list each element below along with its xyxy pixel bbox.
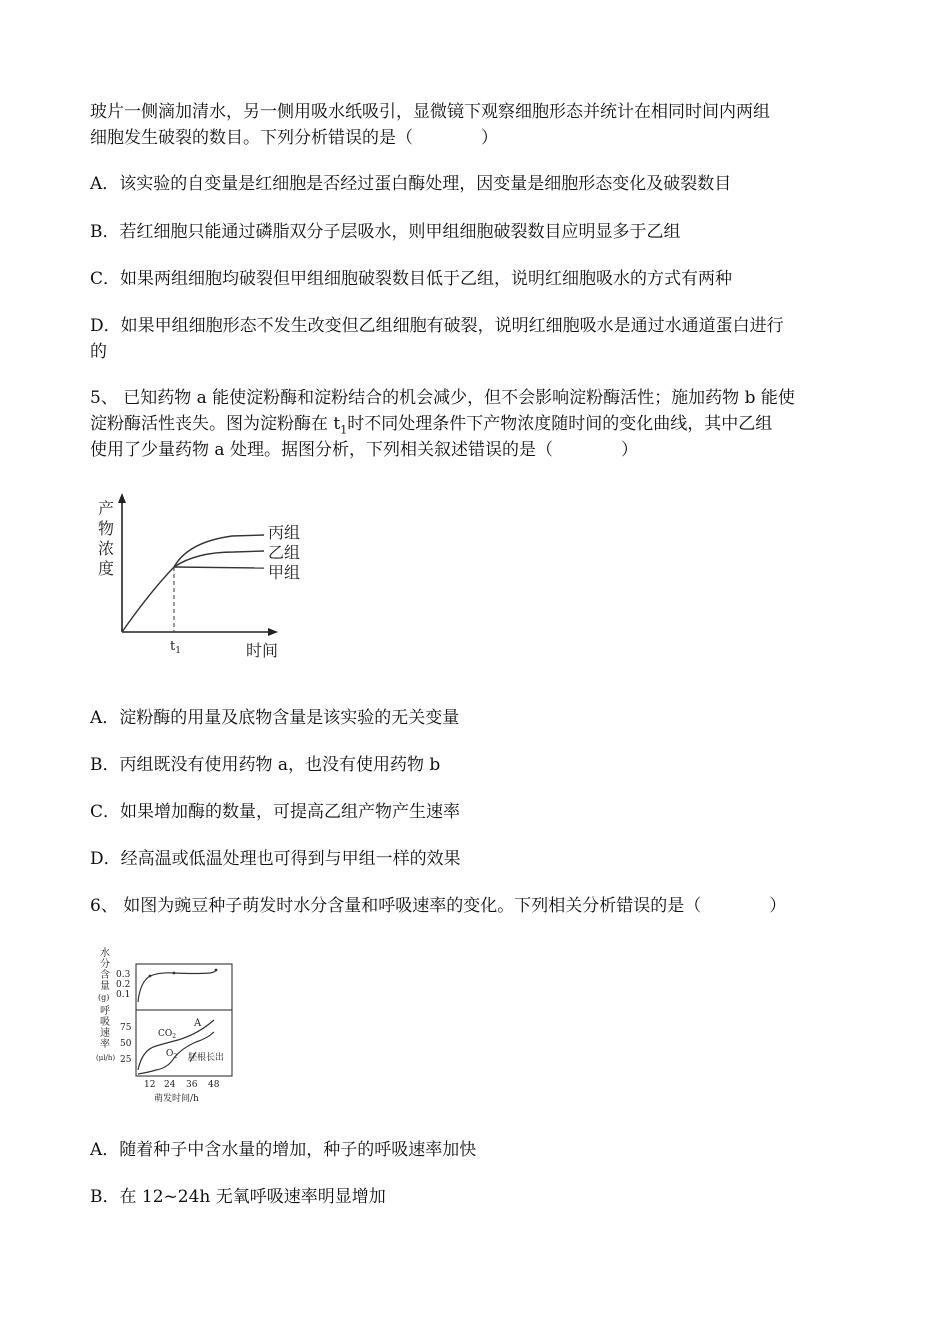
svg-text:0.3: 0.3: [116, 970, 131, 980]
curve-jia: [174, 567, 264, 568]
curve-label-jia: 甲组: [268, 563, 301, 582]
svg-text:36: 36: [186, 1080, 198, 1090]
svg-text:12: 12: [144, 1080, 156, 1090]
fig6-x-ticks: [144, 1080, 220, 1090]
svg-text:24: 24: [164, 1080, 176, 1090]
q4-option-c: C．如果两组细胞均破裂但甲组细胞破裂数目低于乙组，说明红细胞吸水的方式有两种: [90, 269, 733, 289]
curve-label-yi: 乙组: [268, 543, 301, 562]
svg-text:呼: 呼: [100, 1006, 110, 1017]
svg-text:50: 50: [120, 1039, 132, 1049]
svg-text:25: 25: [120, 1055, 132, 1065]
q5-stem-line2: 淀粉酶活性丧失。图为淀粉酶在 $t_1$时不同处理条件下产物浓度随时间的变化曲线，其中乙组: [90, 414, 773, 437]
svg-text:度: 度: [98, 559, 115, 578]
fig6-ylabel-water: [98, 946, 110, 1002]
q6-option-a: A．随着种子中含水量的增加，种子的呼吸速率加快: [90, 1140, 477, 1160]
q5-stem-line1: 5、 已知药物 a 能使淀粉酶和淀粉结合的机会减少，但不会影响淀粉酶活性；施加药物 b 能使: [90, 388, 795, 408]
fig6-ylabel-resp: [96, 1005, 115, 1062]
t1-label: $t_1$: [170, 639, 181, 656]
svg-text:吸: 吸: [100, 1017, 110, 1028]
q4-option-a: A．该实验的自变量是红细胞是否经过蛋白酶处理，因变量是细胞形态变化及破裂数目: [90, 174, 732, 194]
svg-text:75: 75: [120, 1023, 132, 1033]
q4-stem-line2: 细胞发生破裂的数目。下列分析错误的是（ ）: [90, 128, 498, 148]
q5-option-a: A．淀粉酶的用量及底物含量是该实验的无关变量: [90, 708, 460, 728]
q4-option-d-line1: D．如果甲组细胞形态不发生改变但乙组细胞有破裂，说明红细胞吸水是通过水通道蛋白进行: [90, 316, 784, 336]
co2-label: $CO_2$: [158, 1029, 177, 1040]
q6-option-b: B．在 12~24h 无氧呼吸速率明显增加: [90, 1187, 386, 1207]
fig5-ylabel: [98, 499, 114, 578]
fig6-resp-ticks: [120, 1023, 132, 1065]
svg-text:(g): (g): [98, 993, 110, 1002]
o2-label: $O_2$: [166, 1049, 178, 1060]
fig5-y-arrow: [118, 493, 126, 503]
q5-option-b: B．丙组既没有使用药物 a，也没有使用药物 b: [90, 755, 441, 775]
fig6-xlabel: 萌发时间/h: [154, 1094, 199, 1104]
fig6-water-ticks: [116, 970, 131, 1000]
svg-text:产: 产: [98, 499, 115, 518]
enzyme-product-figure: [88, 492, 320, 670]
q4-stem-line1: 玻片一侧滴加清水，另一侧用吸水纸吸引，显微镜下观察细胞形态并统计在相同时间内两组: [90, 102, 770, 122]
svg-text:0.1: 0.1: [116, 990, 131, 1000]
curve-label-bing: 丙组: [268, 523, 301, 542]
svg-text:水: 水: [100, 948, 110, 959]
q5-option-d: D．经高温或低温处理也可得到与甲组一样的效果: [90, 849, 461, 869]
q4-option-d-line2: 的: [90, 342, 107, 362]
curve-bing: [122, 535, 264, 632]
curve-yi: [174, 551, 264, 567]
svg-text:速: 速: [100, 1028, 110, 1039]
svg-text:浓: 浓: [98, 539, 115, 558]
q5-stem-line3: 使用了少量药物 a 处理。据图分析，下列相关叙述错误的是（ ）: [90, 440, 638, 460]
svg-text:量: 量: [100, 981, 110, 992]
q4-option-b: B．若红细胞只能通过磷脂双分子层吸水，则甲组细胞破裂数目应明显多于乙组: [90, 222, 681, 242]
svg-text:0.2: 0.2: [116, 980, 131, 990]
fig5-xlabel: 时间: [246, 641, 279, 660]
svg-text:分: 分: [100, 959, 110, 970]
q5-option-c: C．如果增加酶的数量，可提高乙组产物产生速率: [90, 802, 461, 822]
radicle-label: 胚根长出: [188, 1053, 225, 1063]
svg-text:48: 48: [208, 1080, 220, 1090]
svg-text:率: 率: [100, 1039, 110, 1050]
curve-a-label: A: [194, 1018, 202, 1029]
fig5-x-arrow: [268, 628, 278, 636]
svg-text:物: 物: [98, 519, 115, 538]
q6-stem: 6、 如图为豌豆种子萌发时水分含量和呼吸速率的变化。下列相关分析错误的是（ ）: [90, 896, 787, 916]
seed-germination-figure: [98, 944, 244, 1106]
svg-text:(μl/h): (μl/h): [96, 1054, 116, 1062]
svg-text:含: 含: [100, 970, 110, 981]
